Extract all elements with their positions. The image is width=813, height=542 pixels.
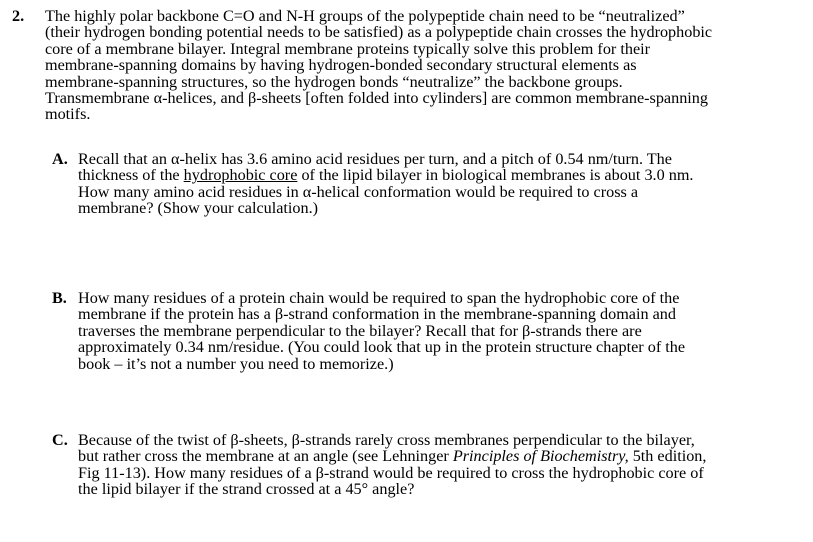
intro-line: Transmembrane α-helices, and β-sheets [often folded into cylinders] are common membrane-spanning [45, 89, 708, 108]
text-run: thickness of the [78, 166, 184, 185]
part-b-line: How many residues of a protein chain would be required to span the hydrophobic core of the [78, 289, 680, 307]
intro-line: (their hydrogen bonding potential needs to be satisfied) as a polypeptide chain crosses the hydrophobic [45, 23, 713, 42]
part-a-line [78, 167, 788, 183]
part-a-text [78, 151, 788, 217]
part-a-line: membrane? (Show your calculation.) [78, 199, 319, 218]
question-number: 2. [12, 7, 25, 25]
part-b-line: approximately 0.34 nm/residue. (You could look that up in the protein structure chapter of the [78, 338, 686, 357]
text-run: 5th edition, [628, 447, 707, 466]
part-b-line: membrane if the protein has a β-strand conformation in the membrane-spanning domain and [78, 305, 676, 324]
part-a-line: Recall that an α-helix has 3.6 amino acid residues per turn, and a pitch of 0.54 nm/turn. The [78, 150, 672, 168]
question-intro [45, 8, 795, 123]
part-c-letter: C. [52, 431, 68, 449]
text-run: but rather cross the membrane at an angle (see Lehninger [78, 447, 453, 466]
underlined-term: hydrophobic core [183, 166, 298, 185]
book-title: Principles of Biochemistry, [452, 447, 629, 466]
part-c-line [78, 448, 788, 464]
intro-line: core of a membrane bilayer. Integral membrane proteins typically solve this problem for their [45, 39, 651, 58]
intro-line: membrane-spanning domains by having hydrogen-bonded secondary structural elements as [45, 56, 637, 75]
part-a-line: How many amino acid residues in α-helical conformation would be required to cross a [78, 182, 639, 201]
part-a-letter: A. [52, 150, 68, 168]
part-b-line: book – it’s not a number you need to memorize.) [78, 354, 394, 373]
intro-line: membrane-spanning structures, so the hydrogen bonds “neutralize” the backbone groups. [45, 72, 623, 91]
part-c-line: Fig 11-13). How many residues of a β-strand would be required to cross the hydrophobic core of [78, 463, 704, 482]
part-b-letter: B. [52, 289, 67, 307]
part-c-line: the lipid bilayer if the strand crossed at a 45° angle? [78, 480, 415, 499]
part-c-line: Because of the twist of β-sheets, β-strands rarely cross membranes perpendicular to the bilayer, [78, 431, 695, 449]
part-c-text [78, 432, 788, 498]
text-run: of the lipid bilayer in biological membranes is about 3.0 nm. [297, 166, 694, 185]
part-b-line: traverses the membrane perpendicular to the bilayer? Recall that for β-strands there are [78, 321, 642, 340]
intro-line: motifs. [45, 105, 91, 124]
part-b-text [78, 290, 788, 372]
intro-line: The highly polar backbone C=O and N-H groups of the polypeptide chain need to be “neutralized” [45, 7, 685, 25]
